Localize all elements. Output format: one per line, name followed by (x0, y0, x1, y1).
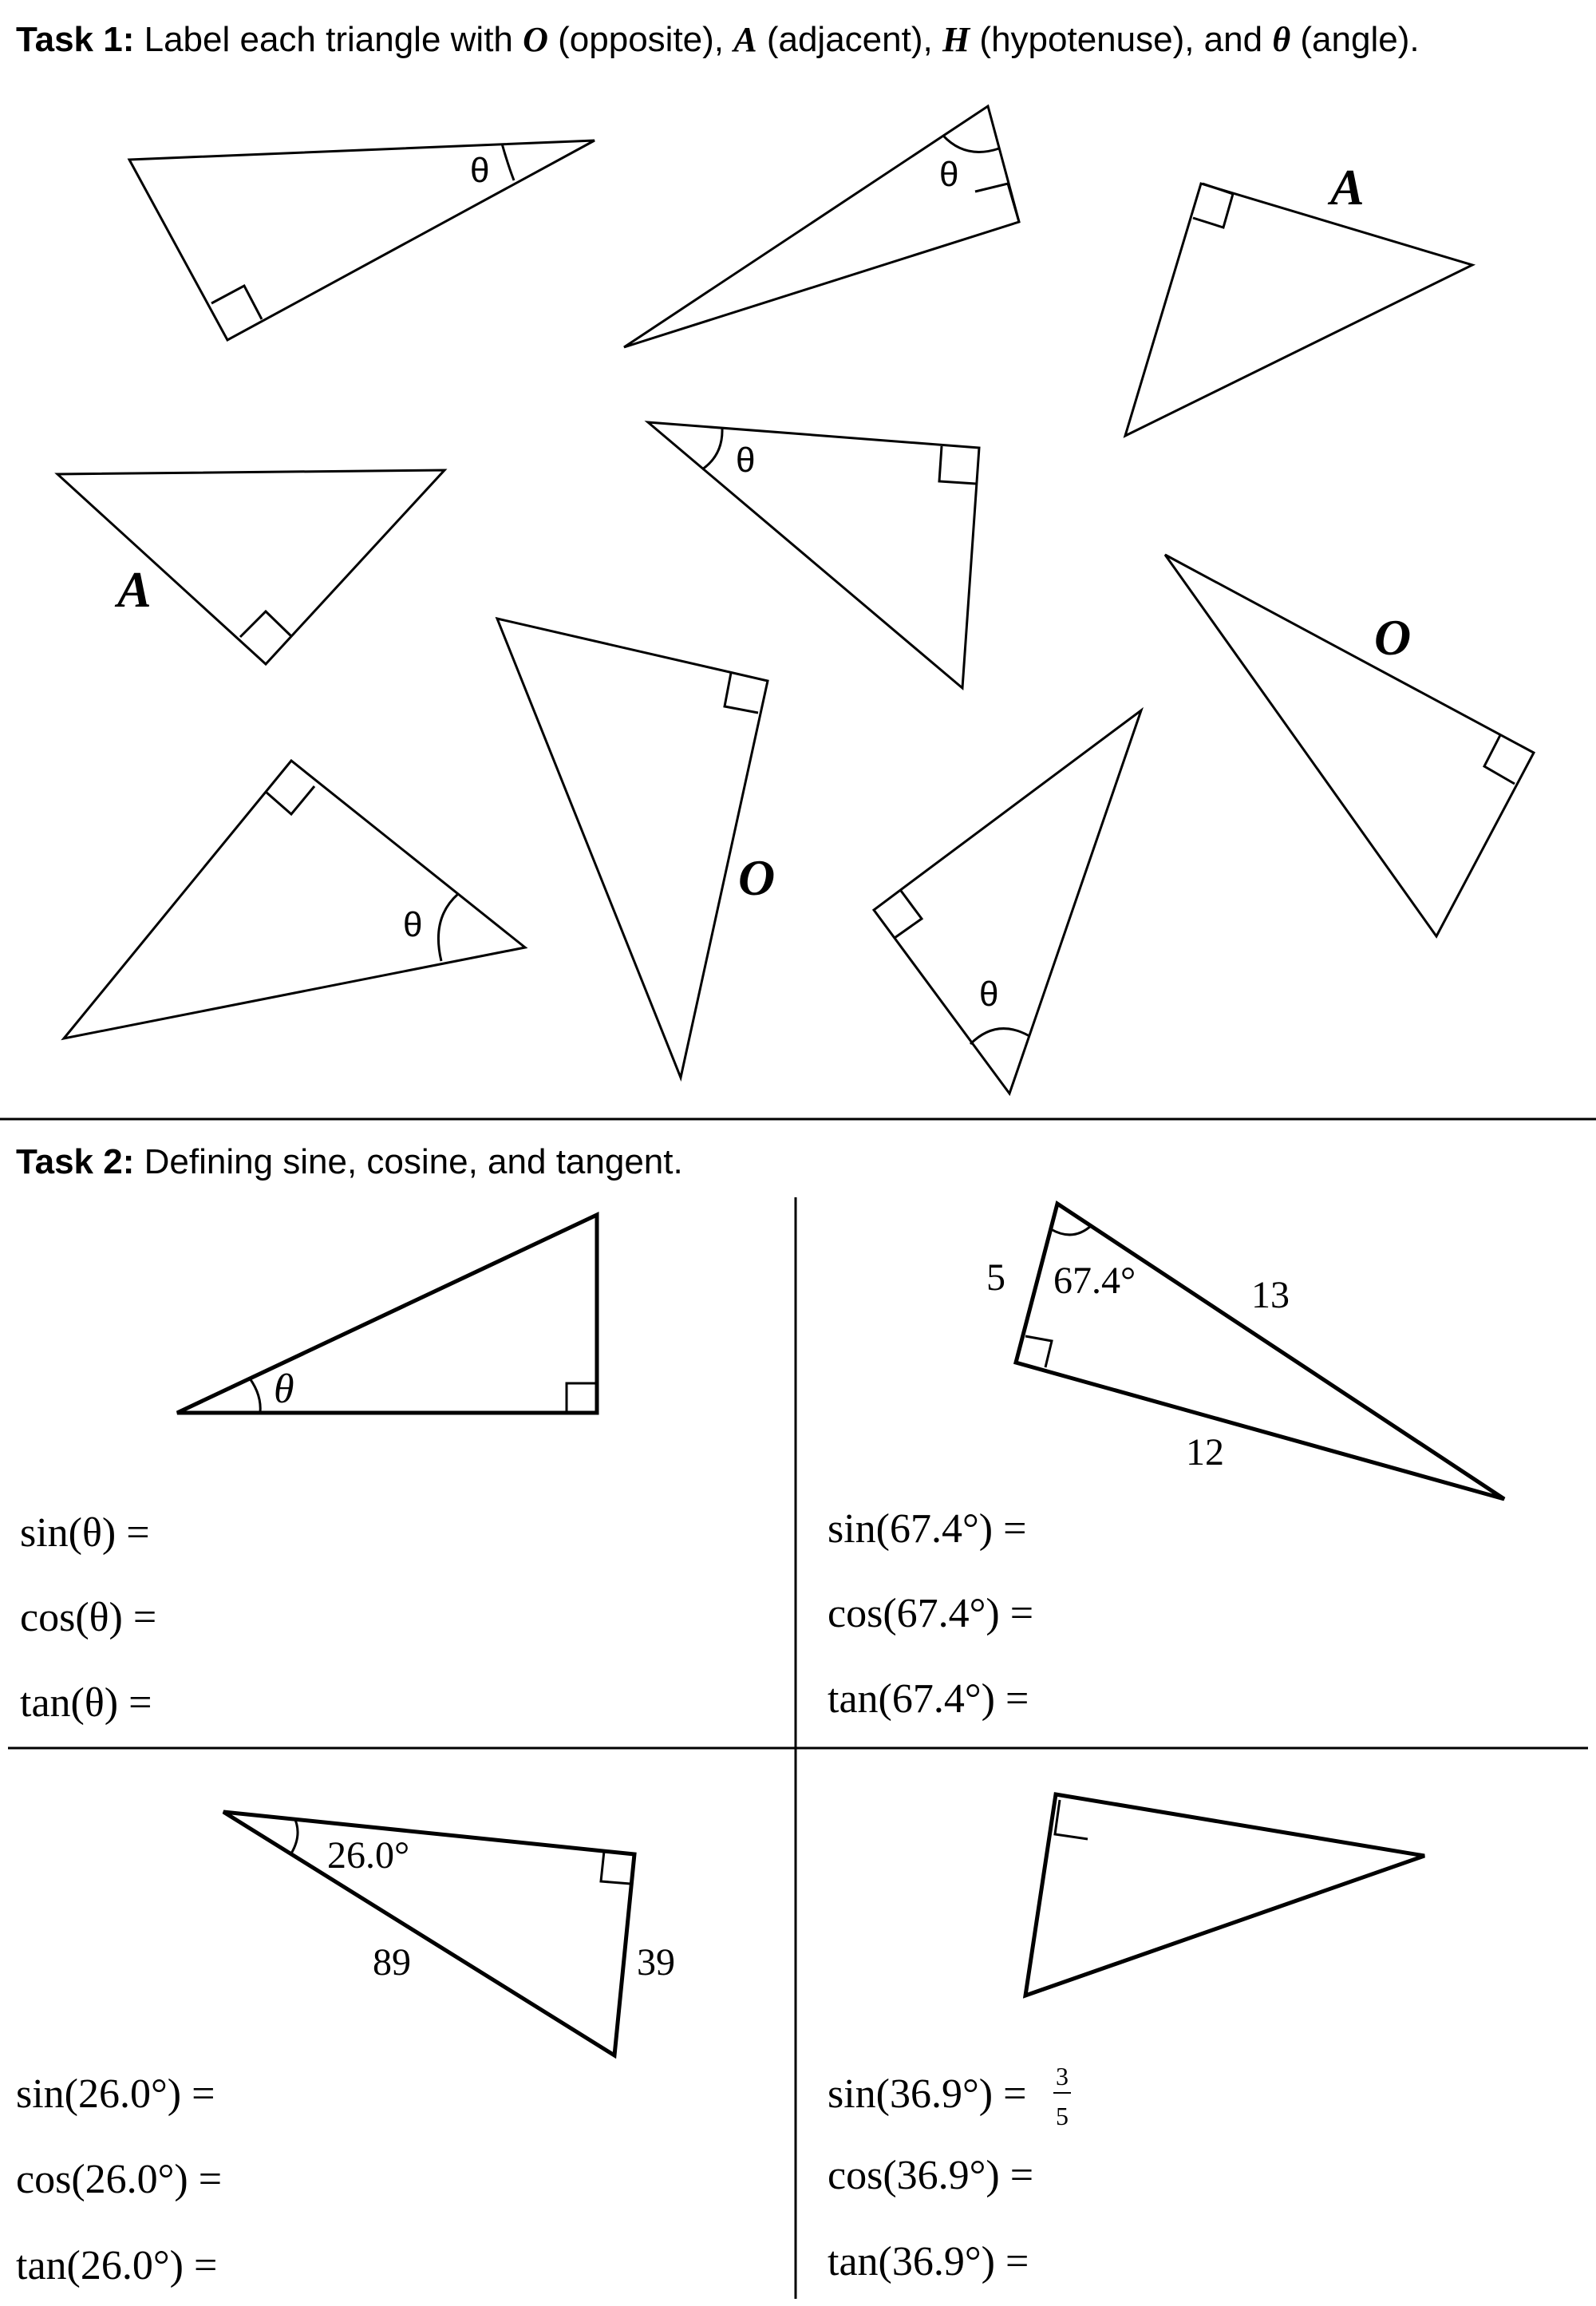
triangle-9 (1165, 555, 1534, 936)
q1-cos-equation: cos(θ) = (20, 1595, 157, 1640)
task1-heading: Task 1: Label each triangle with O (opposite), A (adjacent), H (hypotenuse), and θ (angle). (16, 20, 1420, 59)
q2-tan-equation: tan(67.4°) = (828, 1676, 1029, 1722)
right-angle-marker (725, 673, 758, 713)
t1-theta-label: θ (470, 151, 490, 190)
q1-tan-equation: tan(θ) = (20, 1680, 152, 1726)
right-angle-marker (211, 286, 262, 319)
angle-arc (502, 144, 514, 180)
q2-side-long: 12 (1186, 1431, 1224, 1473)
triangle-4 (57, 470, 444, 664)
right-angle-marker (975, 184, 1019, 222)
triangle-5 (648, 422, 979, 688)
right-angle-marker (266, 786, 314, 814)
triangle-8 (874, 710, 1141, 1094)
task2-heading: Task 2: Defining sine, cosine, and tangent. (16, 1142, 683, 1181)
t5-theta-label: θ (736, 441, 756, 480)
q4-triangle (1025, 1794, 1424, 1996)
q3-angle-label: 26.0° (327, 1834, 410, 1877)
triangle-1 (129, 140, 595, 340)
q3-triangle (223, 1812, 634, 2055)
q4-fraction-denominator: 5 (1056, 2102, 1069, 2130)
task1-label: Task 1: (16, 20, 135, 59)
q1-angle-label: θ (274, 1367, 294, 1412)
triangle-3 (1125, 184, 1472, 436)
q3-side-hypotenuse: 89 (373, 1941, 411, 1984)
t7-theta-label: θ (403, 905, 423, 944)
q4-fraction-numerator: 3 (1056, 2062, 1069, 2090)
right-angle-marker (601, 1851, 630, 1884)
triangle-2 (624, 106, 1019, 347)
q3-cos-equation: cos(26.0°) = (16, 2157, 223, 2202)
q2-side-short: 5 (986, 1256, 1005, 1299)
q3-tan-equation: tan(26.0°) = (16, 2243, 218, 2288)
q2-side-hypotenuse: 13 (1251, 1274, 1290, 1316)
q4-cos-equation: cos(36.9°) = (828, 2153, 1034, 2198)
angle-arc (970, 1029, 1029, 1044)
right-angle-marker (240, 611, 292, 637)
triangle-7 (64, 761, 525, 1038)
q2-cos-equation: cos(67.4°) = (828, 1591, 1034, 1636)
right-angle-marker (1025, 1336, 1052, 1367)
t3-side-label: A (1330, 159, 1365, 216)
q1-sin-equation: sin(θ) = (20, 1510, 150, 1556)
t8-side-label: O (1374, 609, 1412, 666)
q3-side-opposite: 39 (637, 1941, 675, 1984)
angle-arc (1051, 1225, 1092, 1235)
angle-arc (291, 1820, 298, 1853)
q3-sin-equation: sin(26.0°) = (16, 2071, 215, 2117)
right-angle-marker (939, 446, 976, 484)
t9-theta-label: θ (979, 975, 999, 1014)
right-angle-marker (567, 1383, 597, 1413)
task2-label: Task 2: (16, 1142, 135, 1181)
t6-side-label: O (738, 849, 776, 906)
right-angle-marker (895, 891, 922, 938)
q2-sin-equation: sin(67.4°) = (828, 1506, 1027, 1552)
q2-triangle (1016, 1204, 1504, 1499)
t4-side-label: A (117, 561, 152, 618)
right-angle-marker (1055, 1800, 1088, 1839)
t2-theta-label: θ (939, 155, 959, 194)
angle-arc (250, 1378, 260, 1413)
angle-arc (438, 894, 458, 961)
angle-arc (702, 429, 722, 469)
q2-angle-label: 67.4° (1053, 1260, 1136, 1302)
right-angle-marker (1484, 735, 1515, 784)
q4-sin-equation: sin(36.9°) = (828, 2071, 1027, 2117)
q4-tan-equation: tan(36.9°) = (828, 2239, 1029, 2284)
angle-arc (943, 136, 999, 152)
q1-triangle (177, 1215, 597, 1413)
triangle-6 (497, 619, 768, 1078)
